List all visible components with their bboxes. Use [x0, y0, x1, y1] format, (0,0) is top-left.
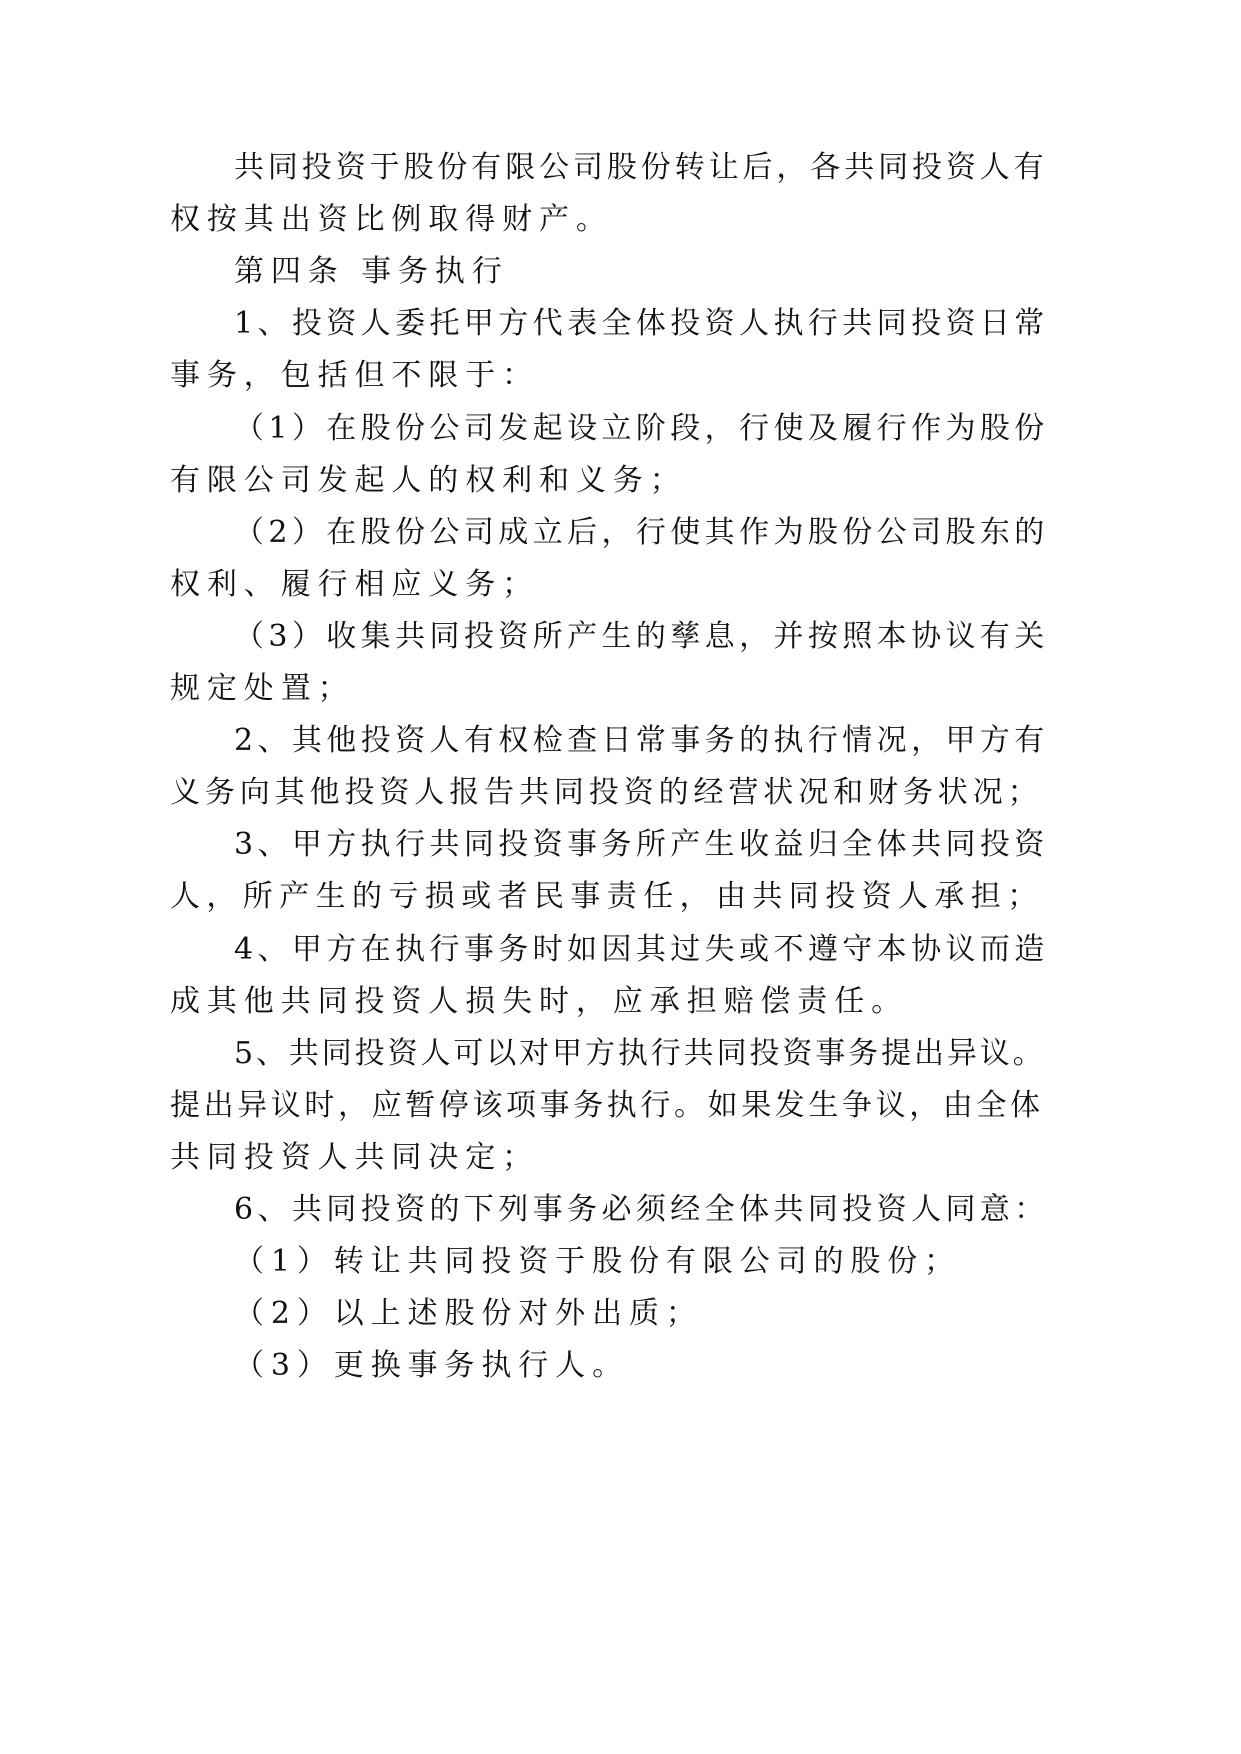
text-line: （1）在股份公司发起设立阶段，行使及履行作为股份 — [234, 411, 1049, 446]
text-line: 共同投资人共同决定； — [170, 1140, 539, 1175]
text-line: （3）收集共同投资所产生的孳息，并按照本协议有关 — [234, 619, 1049, 654]
text-line: 权按其出资比例取得财产。 — [170, 202, 613, 237]
text-line: 义务向其他投资人报告共同投资的经营状况和财务状况； — [170, 775, 1043, 810]
text-line: 人，所产生的亏损或者民事责任，由共同投资人承担； — [170, 879, 1044, 914]
text-line: 权利、履行相应义务； — [170, 567, 539, 602]
text-line: 5、共同投资人可以对甲方执行共同投资事务提出异议。 — [234, 1036, 1046, 1071]
text-line: （1）转让共同投资于股份有限公司的股份； — [234, 1244, 962, 1279]
text-line: 2、其他投资人有权检查日常事务的执行情况，甲方有 — [234, 723, 1049, 758]
text-line: 有限公司发起人的权利和义务； — [170, 463, 687, 498]
text-line: 提出异议时，应暂停该项事务执行。如果发生争议，由全体 — [170, 1088, 1044, 1123]
text-line: （2）在股份公司成立后，行使其作为股份公司股东的 — [234, 515, 1049, 550]
text-line: 规定处置； — [170, 671, 355, 706]
text-line: 1、投资人委托甲方代表全体投资人执行共同投资日常 — [234, 306, 1049, 341]
text-line: 6、共同投资的下列事务必须经全体共同投资人同意： — [234, 1192, 1049, 1227]
text-line: （2）以上述股份对外出质； — [234, 1296, 703, 1331]
text-line: 事务，包括但不限于： — [170, 358, 539, 393]
text-line: 成其他共同投资人损失时，应承担赔偿责任。 — [170, 984, 908, 1019]
text-line: （3）更换事务执行人。 — [234, 1348, 629, 1383]
section-heading: 第四条 事务执行 — [234, 254, 509, 289]
text-line: 3、甲方执行共同投资事务所产生收益归全体共同投资 — [234, 827, 1049, 862]
text-line: 共同投资于股份有限公司股份转让后，各共同投资人有 — [234, 150, 1048, 185]
text-line: 4、甲方在执行事务时如因其过失或不遵守本协议而造 — [234, 932, 1049, 967]
